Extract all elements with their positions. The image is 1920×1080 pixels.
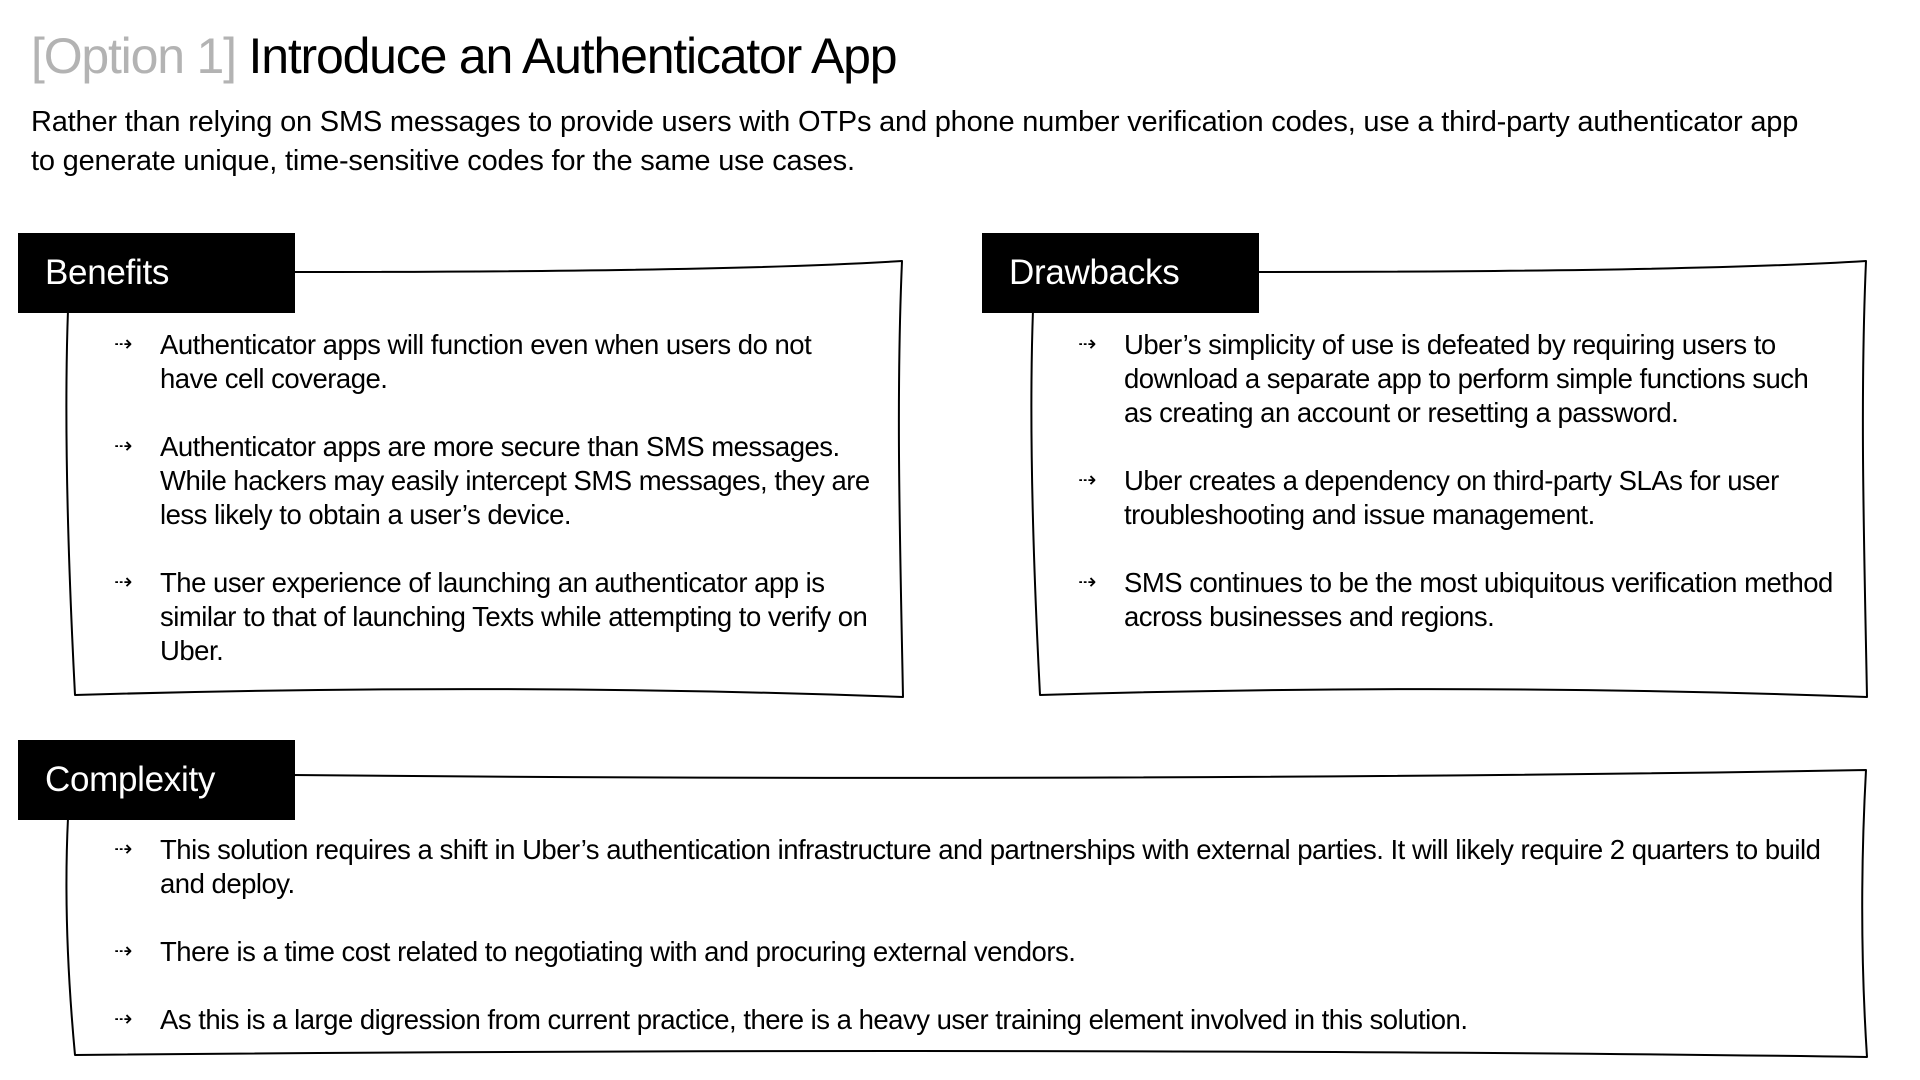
title-option-prefix: [Option 1] [31,28,236,84]
dashed-arrow-right-icon: ⇢ [114,570,130,595]
list-item [114,328,874,396]
list-item [114,1003,1834,1037]
list-item-text: This solution requires a shift in Uber’s authentication infrastructure and partnerships with external parties. It will likely require 2 quarters to build and deploy. [160,834,1821,899]
list-item [1078,566,1838,634]
list-item-text: As this is a large digression from current practice, there is a heavy user training element involved in this solution. [160,1004,1468,1035]
list-item-text: The user experience of launching an authenticator app is similar to that of launching Texts while attempting to verify on Uber. [160,567,868,666]
title-text: Introduce an Authenticator App [248,28,897,84]
benefits-label: Benefits [18,233,295,313]
dashed-arrow-right-icon: ⇢ [114,1007,130,1032]
drawbacks-label: Drawbacks [982,233,1259,313]
list-item-text: There is a time cost related to negotiating with and procuring external vendors. [160,936,1076,967]
list-item-text: Authenticator apps are more secure than SMS messages. While hackers may easily intercept SMS messages, they are less likely to obtain a user’s device. [160,431,870,530]
dashed-arrow-right-icon: ⇢ [114,939,130,964]
complexity-list [114,833,1834,1037]
list-item [114,566,874,668]
benefits-list [114,328,874,668]
list-item [114,935,1834,969]
page-description: Rather than relying on SMS messages to provide users with OTPs and phone number verification codes, use a third-party authenticator app to generate unique, time-sensitive codes for the same use cases. [31,106,1799,177]
list-item [1078,464,1838,532]
dashed-arrow-right-icon: ⇢ [1078,468,1094,493]
complexity-label: Complexity [18,740,295,820]
drawbacks-list [1078,328,1838,634]
dashed-arrow-right-icon: ⇢ [114,434,130,459]
dashed-arrow-right-icon: ⇢ [114,332,130,357]
dashed-arrow-right-icon: ⇢ [1078,570,1094,595]
dashed-arrow-right-icon: ⇢ [114,837,130,862]
list-item [114,833,1834,901]
list-item [1078,328,1838,430]
list-item [114,430,874,532]
list-item-text: Authenticator apps will function even when users do not have cell coverage. [160,329,812,394]
list-item-text: Uber creates a dependency on third-party SLAs for user troubleshooting and issue management. [1124,465,1779,530]
list-item-text: SMS continues to be the most ubiquitous verification method across businesses and regions. [1124,567,1833,632]
list-item-text: Uber’s simplicity of use is defeated by requiring users to download a separate app to perform simple functions such as creating an account or resetting a password. [1124,329,1809,428]
dashed-arrow-right-icon: ⇢ [1078,332,1094,357]
